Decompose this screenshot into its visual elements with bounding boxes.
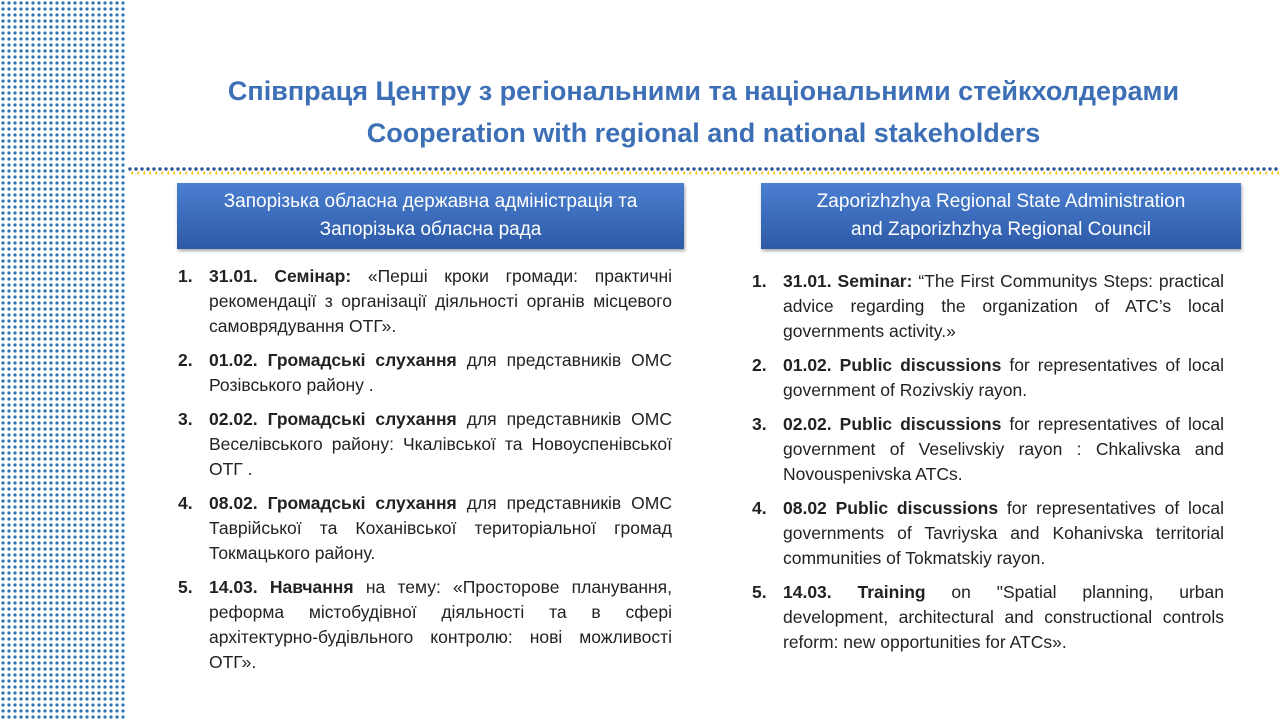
item-text [783, 496, 1224, 571]
left-event-list [178, 264, 672, 684]
item-number: 2. [752, 355, 767, 375]
item-text [783, 580, 1224, 655]
left-header-line2: Запорізька обласна рада [319, 219, 542, 240]
item-text [209, 348, 672, 398]
right-panel-header [761, 183, 1241, 249]
item-number: 5. [752, 582, 767, 602]
left-panel-header [177, 183, 684, 249]
item-description: для представників ОМС Таврійської та Коханівської територіальної громад Токмацького району. [209, 493, 672, 563]
item-description: для представників ОМС Веселівського району: Чкалівської та Новоуспенівської ОТГ . [209, 409, 672, 479]
item-text [209, 407, 672, 482]
title-english: Cooperation with regional and national stakeholders [366, 118, 1041, 148]
item-number: 2. [178, 350, 193, 370]
item-text [209, 575, 672, 675]
item-description: for representatives of local government of Veselivskiy rayon : Chkalivska and Novouspenivska ATCs. [783, 414, 1224, 484]
item-description: for representatives of local government of Rozivskiy rayon. [783, 355, 1224, 400]
list-item [178, 491, 672, 566]
item-text [209, 491, 672, 566]
item-lead: 14.03. Навчання [209, 577, 354, 597]
list-item [178, 348, 672, 398]
item-text [209, 264, 672, 339]
item-number: 1. [178, 266, 193, 286]
decorative-dot-divider [127, 166, 1280, 176]
item-lead: 01.02. Public discussions [783, 355, 1002, 375]
list-item [752, 580, 1224, 655]
left-header-line1: Запорізька обласна державна адміністрація та [223, 191, 638, 212]
slide-title [127, 70, 1280, 154]
list-item [752, 269, 1224, 344]
item-number: 3. [752, 414, 767, 434]
item-number: 1. [752, 271, 767, 291]
item-description: on "Spatial planning, urban development, architectural and constructional controls reform: new opportunities for ATCs». [783, 582, 1224, 652]
title-ukrainian: Співпраця Центру з регіональними та національними стейкхолдерами [227, 76, 1180, 106]
item-text [783, 353, 1224, 403]
right-event-list [752, 269, 1224, 664]
item-lead: 02.02. Громадські слухання [209, 409, 457, 429]
item-lead: 01.02. Громадські слухання [209, 350, 457, 370]
item-number: 4. [752, 498, 767, 518]
list-item [178, 264, 672, 339]
list-item [752, 353, 1224, 403]
item-description: for representatives of local governments of Tavriyska and Kohanivska territorial communities of Tokmatskiy rayon. [783, 498, 1224, 568]
right-header-line1: Zaporizhzhya Regional State Administration [816, 191, 1186, 212]
item-lead: 14.03. Training [783, 582, 926, 602]
item-lead: 08.02 Public discussions [783, 498, 999, 518]
list-item [752, 412, 1224, 487]
item-text [783, 269, 1224, 344]
item-description: на тему: «Просторове планування, реформа містобудівної діяльності та в сфері архітектурно-будівльного контролю: нові можливості ОТГ». [209, 577, 672, 672]
item-description: «Перші кроки громади: практичні рекомендації з організації діяльності органів місцевого самоврядування ОТГ». [209, 266, 673, 336]
decorative-dot-strip [0, 0, 127, 720]
item-number: 4. [178, 493, 193, 513]
list-item [178, 575, 672, 675]
item-description: для представників ОМС Розівського району . [209, 350, 672, 395]
item-description: “The First Communitys Steps: practical advice regarding the organization of ATC’s local governments activity.» [783, 271, 1225, 341]
item-lead: 08.02. Громадські слухання [209, 493, 457, 513]
item-text [783, 412, 1224, 487]
list-item [178, 407, 672, 482]
item-lead: 31.01. Семінар: [209, 266, 352, 286]
item-number: 5. [178, 577, 193, 597]
item-lead: 31.01. Seminar: [783, 271, 913, 291]
list-item [752, 496, 1224, 571]
item-number: 3. [178, 409, 193, 429]
item-lead: 02.02. Public discussions [783, 414, 1002, 434]
right-header-line2: and Zaporizhzhya Regional Council [851, 219, 1151, 240]
